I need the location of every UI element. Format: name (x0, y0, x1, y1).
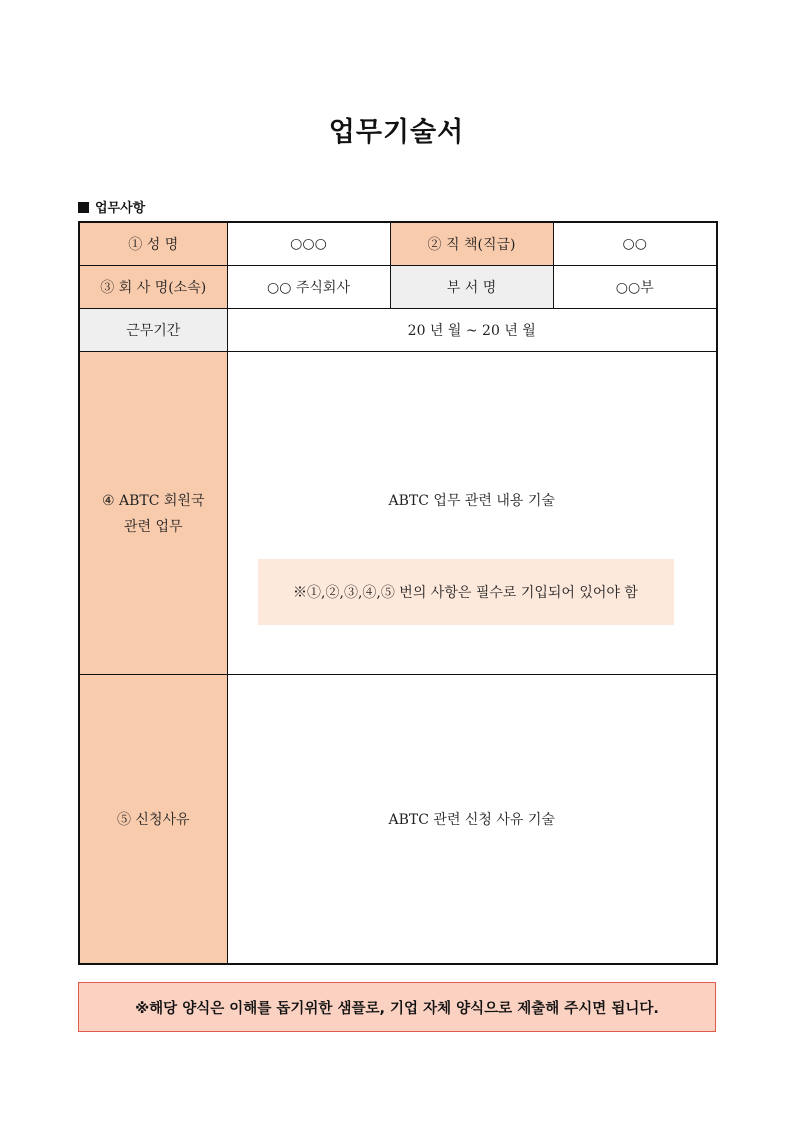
section-heading (78, 197, 145, 216)
required-fields-note: ※①,②,③,④,⑤ 번의 사항은 필수로 기입되어 있어야 함 (258, 559, 674, 625)
company-label: ③ 회 사 명(소속) (79, 266, 227, 309)
position-label: ② 직 책(직급) (390, 222, 553, 266)
form-row-duties (79, 352, 717, 675)
duties-label (79, 352, 227, 675)
department-label: 부 서 명 (390, 266, 553, 309)
document-title: 업무기술서 (328, 117, 465, 148)
form-row-name-position (79, 222, 717, 266)
duties-value-cell[interactable] (227, 352, 717, 675)
duties-label-line1: ④ ABTC 회원국 (102, 493, 205, 509)
department-value[interactable]: ○○부 (553, 266, 717, 309)
footer-note: ※해당 양식은 이해를 돕기위한 샘플로, 기업 자체 양식으로 제출해 주시면 됩니다. (78, 982, 716, 1032)
section-heading-label: 업무사항 (95, 201, 146, 216)
form-row-period (79, 309, 717, 352)
form-row-company-dept (79, 266, 717, 309)
work-period-value[interactable]: 20 년 월 ~ 20 년 월 (227, 309, 717, 352)
square-bullet-icon (78, 202, 89, 213)
name-label: ① 성 명 (79, 222, 227, 266)
job-description-form (78, 221, 718, 965)
reason-label: ⑤ 신청사유 (79, 675, 227, 965)
form-row-reason (79, 675, 717, 965)
duties-value: ABTC 업무 관련 내용 기술 (388, 493, 555, 509)
position-value[interactable]: ○○ (553, 222, 717, 266)
reason-value[interactable]: ABTC 관련 신청 사유 기술 (227, 675, 717, 965)
duties-label-line2: 관련 업무 (123, 519, 183, 535)
work-period-label: 근무기간 (79, 309, 227, 352)
name-value[interactable]: ○○○ (227, 222, 390, 266)
company-value[interactable]: ○○ 주식회사 (227, 266, 390, 309)
